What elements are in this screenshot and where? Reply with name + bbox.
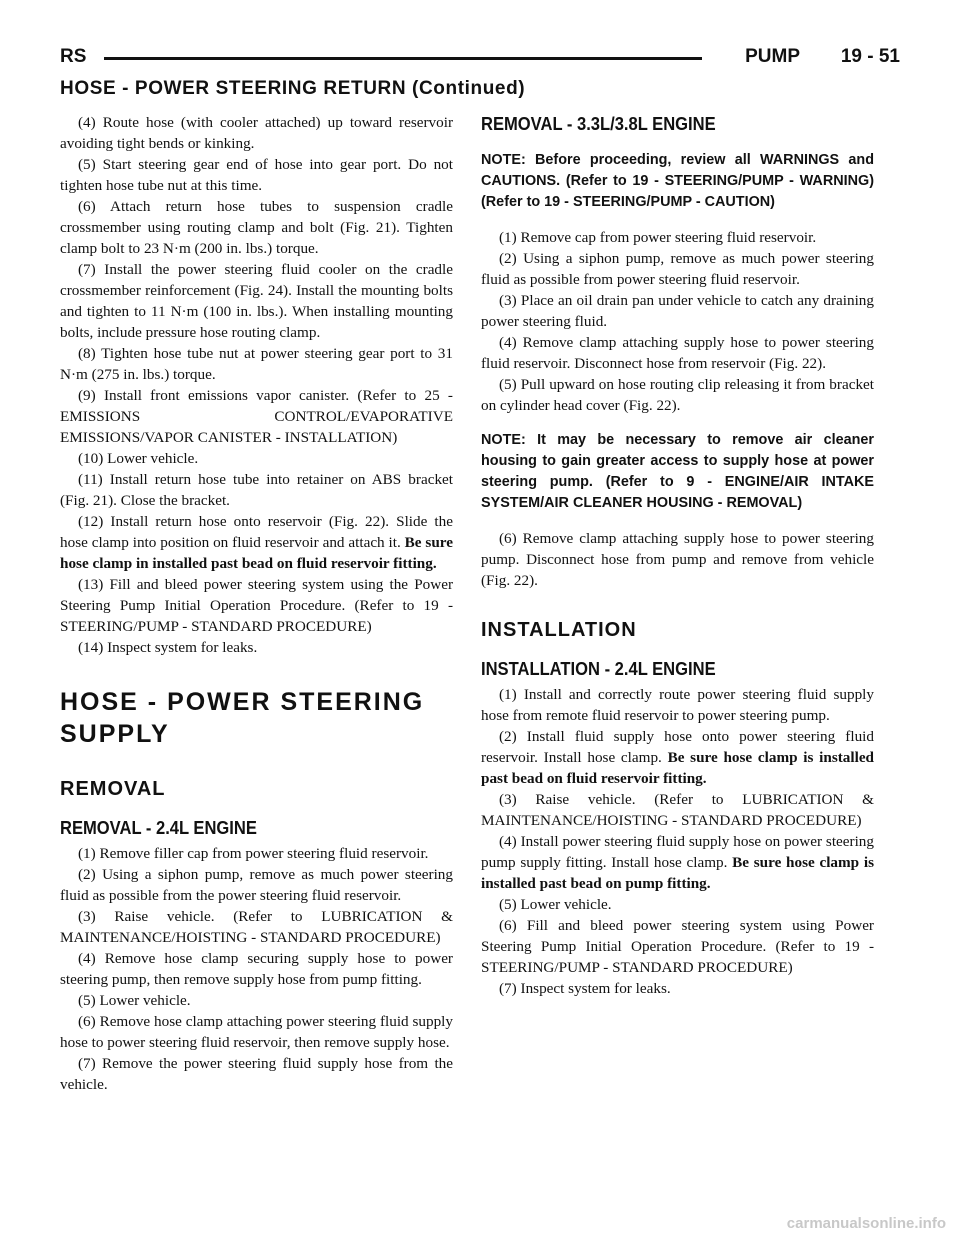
step-paragraph: (2) Using a siphon pump, remove as much power steering fluid as possible from the power steering fluid reservoir.: [60, 866, 453, 904]
step-paragraph: (7) Inspect system for leaks.: [499, 980, 671, 997]
watermark-link[interactable]: carmanualsonline.info: [786, 1215, 946, 1232]
left-column: [60, 112, 453, 1095]
step-paragraph: (1) Install and correctly route power steering fluid supply hose from remote fluid reservoir to power steering pump.: [481, 686, 874, 724]
step-paragraph-12: [60, 511, 453, 574]
step-paragraph: (4) Remove hose clamp securing supply hose to power steering pump, then remove supply hose from pump fitting.: [60, 950, 453, 988]
step-paragraph: (5) Start steering gear end of hose into gear port. Do not tighten hose tube nut at this time.: [60, 156, 453, 194]
install-24-heading: INSTALLATION - 2.4L ENGINE: [481, 659, 716, 679]
step-paragraph: (5) Lower vehicle.: [499, 896, 612, 913]
removal-24-heading: REMOVAL - 2.4L ENGINE: [60, 818, 257, 838]
step-paragraph: (5) Lower vehicle.: [78, 992, 191, 1009]
note-warnings: NOTE: Before proceeding, review all WARNINGS and CAUTIONS. (Refer to 19 - STEERING/PUMP - WARNING)(Refer to 19 - STEERING/PUMP - CAUTION): [481, 152, 874, 210]
header-group-title: PUMP: [745, 46, 800, 67]
step-paragraph: (6) Remove clamp attaching supply hose to power steering pump. Disconnect hose from pump and remove from vehicle (Fig. 22).: [481, 530, 874, 589]
install-step-2: [481, 726, 874, 789]
step-paragraph: (3) Raise vehicle. (Refer to LUBRICATION & MAINTENANCE/HOISTING - STANDARD PROCEDURE): [481, 791, 874, 829]
step-paragraph: (2) Using a siphon pump, remove as much power steering fluid as possible from power steering fluid reservoir.: [481, 250, 874, 288]
install-step-4: [481, 831, 874, 894]
step-paragraph: (3) Place an oil drain pan under vehicle to catch any draining power steering fluid.: [481, 292, 874, 330]
step-paragraph: (5) Pull upward on hose routing clip releasing it from bracket on cylinder head cover (Fig. 22).: [481, 376, 874, 414]
step-paragraph: (13) Fill and bleed power steering system using the Power Steering Pump Initial Operation Procedure. (Refer to 19 - STEERING/PUMP - STANDARD PROCEDURE): [60, 576, 453, 635]
step-12-text: (12) Install return hose onto reservoir (Fig. 22). Slide the hose clamp into position on fluid reservoir and attach it.: [60, 513, 453, 551]
step-paragraph: (14) Inspect system for leaks.: [78, 639, 258, 656]
supply-hose-heading: HOSE - POWER STEERING SUPPLY: [60, 688, 425, 748]
step-paragraph: (6) Remove hose clamp attaching power steering fluid supply hose to power steering fluid reservoir, then remove supply hose.: [60, 1013, 453, 1051]
header-page-number: 19 - 51: [840, 46, 900, 67]
step-paragraph: (6) Attach return hose tubes to suspension cradle crossmember using routing clamp and bolt (Fig. 21). Tighten clamp bolt to 23 N·m (200 in. lbs.) torque.: [60, 198, 453, 257]
step-paragraph: (4) Route hose (with cooler attached) up toward reservoir avoiding tight bends or kinking.: [60, 114, 453, 152]
step-paragraph: (1) Remove cap from power steering fluid reservoir.: [499, 229, 817, 246]
header-section-code: RS: [60, 46, 87, 67]
step-paragraph: (1) Remove filler cap from power steering fluid reservoir.: [78, 845, 429, 862]
step-paragraph: (11) Install return hose tube into retainer on ABS bracket (Fig. 21). Close the bracket.: [60, 471, 453, 509]
header-rule: [104, 57, 702, 60]
right-column: [481, 112, 874, 999]
install-step-4-warning: Be sure hose clamp is installed past bead on pump fitting.: [481, 854, 874, 892]
step-paragraph: (3) Raise vehicle. (Refer to LUBRICATION & MAINTENANCE/HOISTING - STANDARD PROCEDURE): [60, 908, 453, 946]
removal-heading: REMOVAL: [60, 778, 166, 800]
step-paragraph: (9) Install front emissions vapor canister. (Refer to 25 - EMISSIONS CONTROL/EVAPORATIVE EMISSIONS/VAPOR CANISTER - INSTALLATION): [60, 387, 453, 446]
step-paragraph: (7) Install the power steering fluid cooler on the cradle crossmember reinforcement (Fig. 24). Install the mounting bolts and tighten to 11 N·m (100 in. lbs.). When installing mounting bolts, include pressure hose routing clamp.: [60, 261, 453, 341]
step-paragraph: (6) Fill and bleed power steering system using Power Steering Pump Initial Operation Procedure. (Refer to 19 - STEERING/PUMP - STANDARD PROCEDURE): [481, 917, 874, 976]
note-air-cleaner: NOTE: It may be necessary to remove air cleaner housing to gain greater access to supply hose at power steering pump. (Refer to 9 - ENGINE/AIR INTAKE SYSTEM/AIR CLEANER HOUSING - REMOVAL): [481, 432, 874, 511]
install-step-2-warning: Be sure hose clamp is installed past bead on fluid reservoir fitting.: [481, 749, 875, 787]
removal-33-heading: REMOVAL - 3.3L/3.8L ENGINE: [481, 114, 716, 134]
installation-heading: INSTALLATION: [481, 619, 637, 641]
step-paragraph: (8) Tighten hose tube nut at power steering gear port to 31 N·m (275 in. lbs.) torque.: [60, 345, 453, 383]
install-step-2-text: (2) Install fluid supply hose onto power steering fluid reservoir. Install hose clamp.: [481, 728, 874, 766]
step-12-warning: Be sure hose clamp in installed past bead on fluid reservoir fitting.: [60, 534, 453, 572]
page-header: [60, 46, 900, 72]
step-paragraph: (4) Remove clamp attaching supply hose to power steering fluid reservoir. Disconnect hose from reservoir (Fig. 22).: [481, 334, 874, 372]
step-paragraph: (10) Lower vehicle.: [78, 450, 199, 467]
install-step-4-text: (4) Install power steering fluid supply hose on power steering pump supply fitting. Install hose clamp.: [481, 833, 874, 871]
continued-heading: HOSE - POWER STEERING RETURN (Continued): [60, 78, 526, 99]
step-paragraph: (7) Remove the power steering fluid supply hose from the vehicle.: [60, 1055, 453, 1093]
